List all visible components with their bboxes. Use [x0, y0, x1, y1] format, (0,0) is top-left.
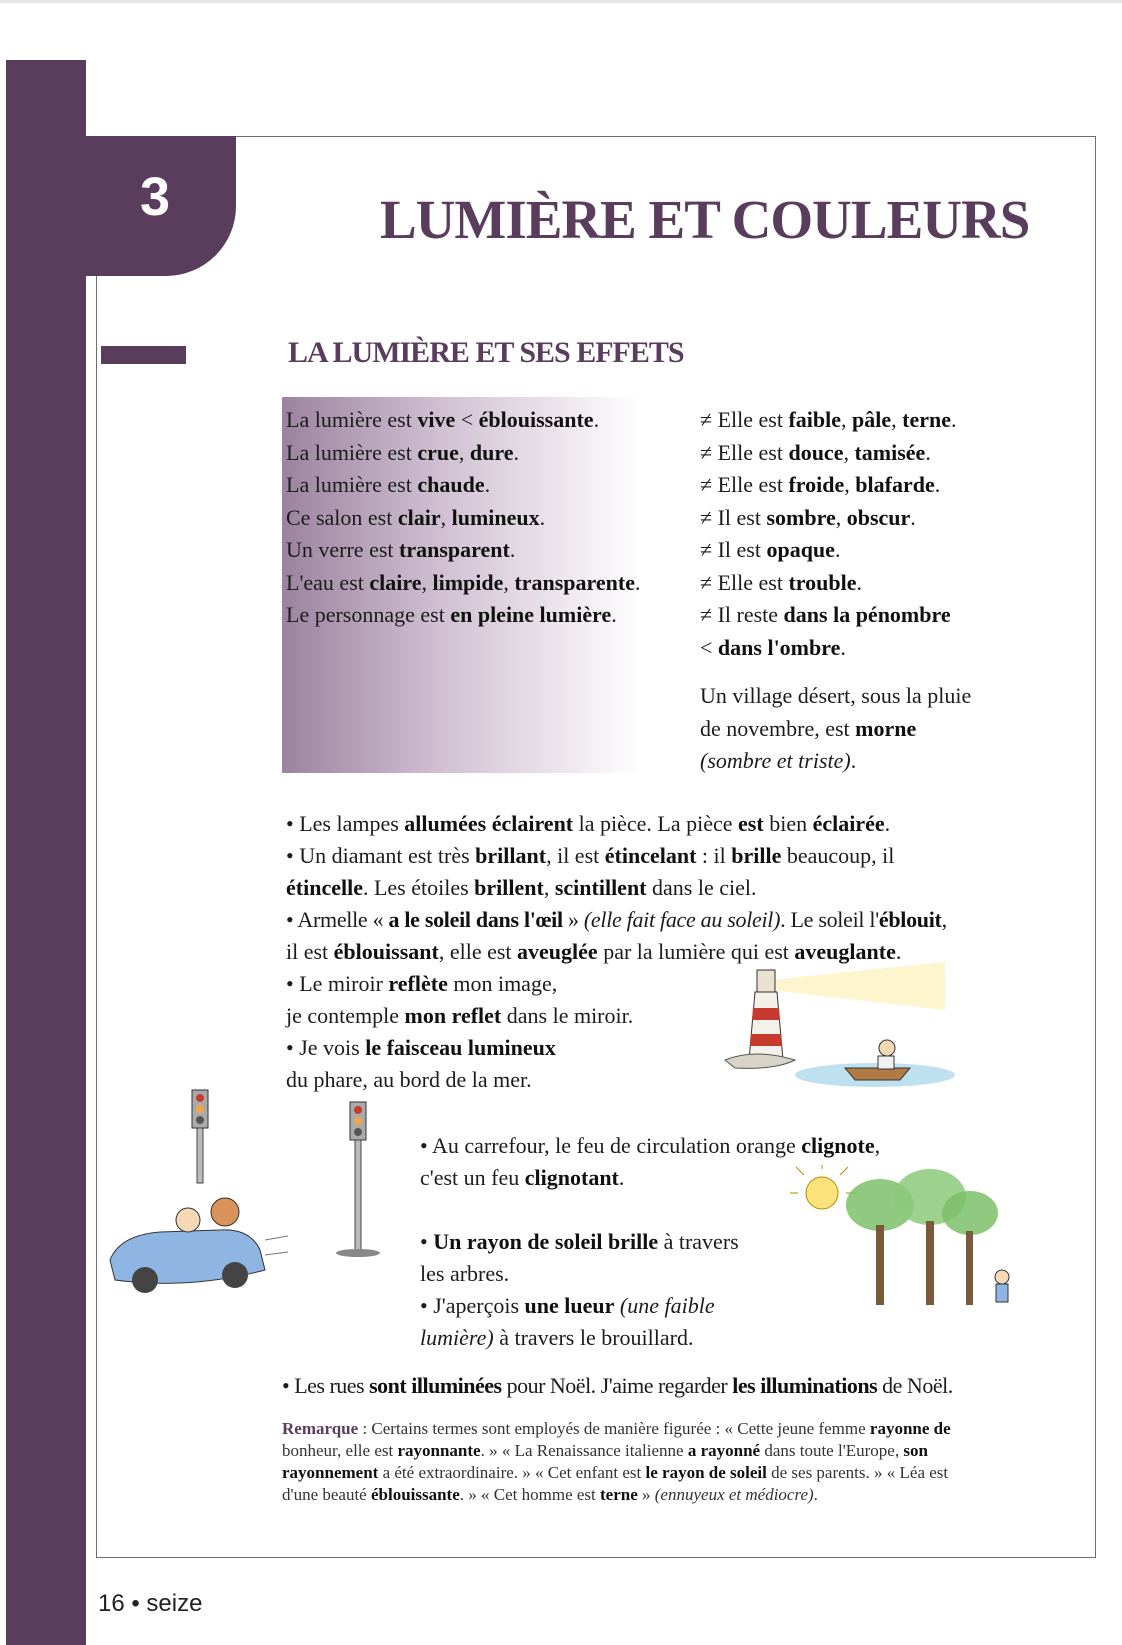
term: clignotant — [524, 1165, 619, 1190]
text: . — [895, 939, 902, 964]
gloss: (elle fait face au soleil) — [583, 907, 781, 932]
line — [286, 968, 633, 1000]
pole-base — [336, 1249, 380, 1257]
light-beam — [770, 962, 945, 1010]
chapter-number: 3 — [140, 167, 171, 227]
text: dans le miroir. — [501, 1003, 634, 1028]
paragraph-diamond — [286, 840, 1046, 904]
text: • Un diamant est très — [286, 843, 476, 868]
negative-line — [700, 469, 957, 502]
text: , — [843, 439, 855, 465]
term: étincelant — [604, 843, 697, 868]
paragraph-sun — [286, 904, 1066, 968]
term: a rayonné — [687, 1441, 761, 1460]
text: de novembre, est — [700, 715, 856, 741]
text: . — [925, 439, 931, 465]
negative-line — [700, 404, 957, 437]
chapter-badge — [96, 136, 236, 276]
text: mon image, — [447, 971, 558, 996]
text: . — [484, 472, 491, 497]
sailor-head — [879, 1040, 895, 1056]
page-title: LUMIÈRE ET COULEURS — [380, 189, 1030, 250]
line — [286, 840, 1046, 872]
text: . — [509, 537, 516, 562]
signal-pole — [197, 1128, 203, 1183]
term: éclairent — [491, 811, 574, 836]
term: éclairée — [812, 811, 885, 836]
positive-line — [286, 567, 641, 600]
tree-trunk — [876, 1225, 884, 1305]
line: les arbres. — [420, 1261, 510, 1286]
page-sidebar — [6, 60, 86, 1645]
text: , — [421, 569, 433, 595]
term: pâle — [852, 407, 892, 432]
positive-line — [286, 502, 641, 535]
rocks — [725, 1054, 795, 1068]
negative-line — [700, 632, 957, 665]
term: vive — [417, 407, 456, 432]
line — [420, 1226, 739, 1258]
term: froide — [788, 472, 845, 497]
text: La lumière est — [286, 407, 418, 432]
term: a le soleil dans l'œil — [388, 907, 563, 932]
text: bonheur, elle est — [282, 1441, 398, 1460]
term: brillant — [475, 843, 547, 868]
child-body — [996, 1284, 1008, 1302]
text: • Armelle « — [286, 907, 389, 932]
text: . — [611, 602, 617, 627]
top-rule — [0, 0, 1122, 3]
text: . — [513, 439, 519, 465]
term: faible — [788, 407, 842, 432]
negative-line — [700, 502, 957, 535]
term: éblouissante — [478, 407, 594, 432]
term: aveuglée — [517, 939, 598, 964]
text: » — [562, 907, 584, 932]
red-lamp — [354, 1106, 362, 1114]
text: » — [637, 1485, 655, 1504]
text: • Au carrefour, le feu de circulation orange — [420, 1133, 802, 1158]
gloss: lumière) — [420, 1325, 494, 1350]
line — [420, 1290, 715, 1322]
green-lamp — [196, 1116, 204, 1124]
term: allumées — [404, 811, 487, 836]
term: éblouit — [878, 907, 942, 932]
text: . Les étoiles — [362, 875, 475, 900]
line — [286, 1000, 633, 1032]
term: sont illuminées — [369, 1373, 502, 1398]
text: Ce salon est — [286, 504, 398, 530]
term: rayonne de — [869, 1419, 951, 1438]
term: scintillent — [554, 875, 647, 900]
term: le faisceau lumineux — [365, 1035, 556, 1060]
term: obscur — [846, 504, 911, 530]
text: de Noël. — [877, 1373, 953, 1398]
driver-head — [176, 1208, 200, 1232]
wheel — [222, 1262, 248, 1288]
tower — [749, 992, 783, 1060]
text: beaucoup, il — [781, 843, 895, 868]
red-lamp — [196, 1094, 204, 1102]
text: a été extraordinaire. » « Cet enfant est — [378, 1463, 646, 1482]
term: dure — [469, 439, 514, 465]
text: . — [834, 537, 841, 562]
paragraph-sunray — [420, 1226, 739, 1290]
text: . — [884, 811, 891, 836]
term: terne — [902, 407, 951, 432]
term: est — [738, 811, 764, 836]
wheel — [132, 1267, 158, 1293]
text: • Les rues — [282, 1373, 370, 1398]
line: du phare, au bord de la mer. — [286, 1067, 532, 1092]
text: Le personnage est — [286, 602, 451, 627]
text: . — [618, 1165, 625, 1190]
text: , — [844, 472, 856, 497]
lighthouse-icon — [715, 960, 955, 1090]
term: clignote — [801, 1133, 875, 1158]
text: , elle est — [438, 939, 518, 964]
term: terne — [600, 1485, 638, 1504]
text: , — [458, 439, 470, 465]
text: de ses parents. » « Léa est d'une beauté — [282, 1463, 949, 1504]
positive-column — [286, 404, 641, 632]
remark-label: Remarque — [282, 1419, 359, 1438]
text: ≠ Elle est — [700, 407, 789, 432]
text: ≠ Elle est — [700, 569, 789, 595]
text: : il — [696, 843, 732, 868]
text: bien — [763, 811, 813, 836]
term: le rayon de soleil — [645, 1463, 767, 1482]
term: aveuglante — [794, 939, 896, 964]
text: ≠ Elle est — [700, 472, 789, 497]
text: Un verre est — [286, 537, 400, 562]
term: douce — [788, 439, 844, 465]
term: claire — [369, 569, 422, 595]
line — [420, 1322, 715, 1354]
term: dans l'ombre — [717, 634, 841, 660]
car-icon — [100, 1180, 290, 1300]
text: ≠ Elle est — [700, 439, 789, 465]
text: • — [420, 1229, 434, 1254]
negative-line — [700, 567, 957, 600]
text: . » « Cet homme est — [459, 1485, 600, 1504]
line — [420, 1130, 880, 1162]
positive-line — [286, 534, 641, 567]
term: son rayonnement — [282, 1441, 928, 1482]
text: ≠ Il est — [700, 504, 767, 530]
text: pour Noël. J'aime regarder — [501, 1373, 733, 1398]
term: crue — [417, 439, 459, 465]
text: . — [539, 504, 546, 530]
term: brillent — [474, 875, 544, 900]
trees-icon — [790, 1165, 1020, 1325]
tree-trunk — [966, 1231, 973, 1305]
tower-stripe — [750, 1034, 782, 1046]
text: • Le miroir — [286, 971, 389, 996]
term: transparente — [514, 569, 635, 595]
text: dans toute l'Europe, — [760, 1441, 904, 1460]
text: , — [941, 907, 947, 932]
term: éblouissante — [370, 1485, 460, 1504]
text: . — [856, 569, 862, 595]
term: mon reflet — [404, 1003, 502, 1028]
text: • J'aperçois — [420, 1293, 525, 1318]
text: La lumière est — [286, 472, 418, 497]
tree-crown — [942, 1191, 998, 1235]
text: par la lumière qui est — [597, 939, 795, 964]
morne-line-2 — [700, 713, 1020, 746]
text: . — [934, 472, 941, 497]
term: reflète — [388, 971, 448, 996]
term: trouble — [788, 569, 857, 595]
text: à travers — [658, 1229, 739, 1254]
text: , — [440, 504, 452, 530]
term: en pleine lumière — [450, 602, 612, 627]
line — [286, 1032, 556, 1064]
text: • Je vois — [286, 1035, 366, 1060]
negative-column — [700, 404, 957, 664]
dog-head — [211, 1198, 239, 1226]
text: . — [635, 569, 641, 595]
negative-line — [700, 534, 957, 567]
gloss: (une faible — [619, 1293, 715, 1318]
term: lumineux — [451, 504, 540, 530]
green-lamp — [354, 1128, 362, 1136]
text: : Certains termes sont employés de manière figurée : « Cette jeune femme — [358, 1419, 870, 1438]
text: , — [835, 504, 847, 530]
text: à travers le brouillard. — [493, 1325, 694, 1350]
paragraph-lamps — [286, 808, 890, 840]
speed-line — [265, 1252, 288, 1255]
paragraph-lighthouse — [286, 1032, 556, 1096]
section-marker — [101, 346, 186, 364]
term: brille — [731, 843, 782, 868]
term: chaude — [417, 472, 485, 497]
term: Un rayon de soleil brille — [433, 1229, 659, 1254]
text: , il est — [546, 843, 605, 868]
term: une lueur — [524, 1293, 615, 1318]
page-number: 16 • seize — [98, 1590, 203, 1617]
term: blafarde — [855, 472, 935, 497]
gloss: (ennuyeux et médiocre) — [654, 1485, 814, 1504]
text: • Les lampes — [286, 811, 405, 836]
positive-line — [286, 469, 641, 502]
paragraph-glow — [420, 1290, 715, 1354]
text: dans le ciel. — [646, 875, 757, 900]
text: c'est un feu — [420, 1165, 525, 1190]
text: . — [850, 748, 857, 773]
text: , — [543, 875, 555, 900]
positive-line — [286, 437, 641, 470]
text: . Le soleil l' — [780, 907, 879, 932]
gloss: (sombre et triste) — [700, 748, 851, 773]
signal-pole — [355, 1140, 361, 1250]
orange-lamp — [354, 1117, 362, 1125]
text: ≠ Il est — [700, 537, 767, 562]
term: sombre — [766, 504, 836, 530]
text: , — [841, 407, 853, 432]
paragraph-mirror — [286, 968, 633, 1032]
text: il est — [286, 939, 334, 964]
speed-line — [265, 1236, 288, 1240]
term: clair — [397, 504, 441, 530]
text: La lumière est — [286, 439, 418, 465]
term: opaque — [766, 537, 835, 562]
lamp-room — [757, 970, 775, 992]
tower-stripe — [752, 1008, 780, 1020]
line — [286, 904, 1066, 936]
line — [286, 872, 1046, 904]
orange-lamp — [196, 1105, 204, 1113]
negative-line — [700, 599, 957, 632]
tree-trunk — [926, 1221, 934, 1305]
term: éblouissant — [333, 939, 439, 964]
text: je contemple — [286, 1003, 405, 1028]
term: rayonnante — [397, 1441, 481, 1460]
text: ≠ Il reste — [700, 602, 784, 627]
paragraph-christmas — [282, 1370, 953, 1402]
negative-line — [700, 437, 957, 470]
text: . » « La Renaissance italienne — [480, 1441, 688, 1460]
term: transparent — [399, 537, 510, 562]
morne-line-3 — [700, 745, 1020, 778]
morne-note — [700, 680, 1020, 778]
text: la pièce. La pièce — [573, 811, 739, 836]
text: < — [455, 407, 479, 432]
text: , — [874, 1133, 881, 1158]
text: . — [910, 504, 916, 530]
child-icon — [995, 1270, 1009, 1284]
term: étincelle — [286, 875, 363, 900]
term: morne — [855, 715, 917, 741]
morne-line-1: Un village désert, sous la pluie — [700, 683, 972, 708]
text: , — [891, 407, 903, 432]
text: . — [951, 407, 957, 432]
text: < — [700, 634, 718, 660]
text: , — [503, 569, 515, 595]
term: les illuminations — [732, 1373, 878, 1398]
text: . — [840, 634, 846, 660]
text: . — [593, 407, 600, 432]
text: L'eau est — [286, 569, 370, 595]
term: limpide — [432, 569, 504, 595]
positive-line — [286, 404, 641, 437]
section-title: LA LUMIÈRE ET SES EFFETS — [288, 336, 684, 369]
text: . — [813, 1485, 818, 1504]
remark-box — [282, 1418, 982, 1506]
positive-line — [286, 599, 641, 632]
term: tamisée — [854, 439, 926, 465]
term: dans la pénombre — [783, 602, 951, 627]
sun-icon — [806, 1177, 838, 1209]
sailor-body — [878, 1056, 894, 1069]
rowboat-icon — [845, 1068, 910, 1080]
